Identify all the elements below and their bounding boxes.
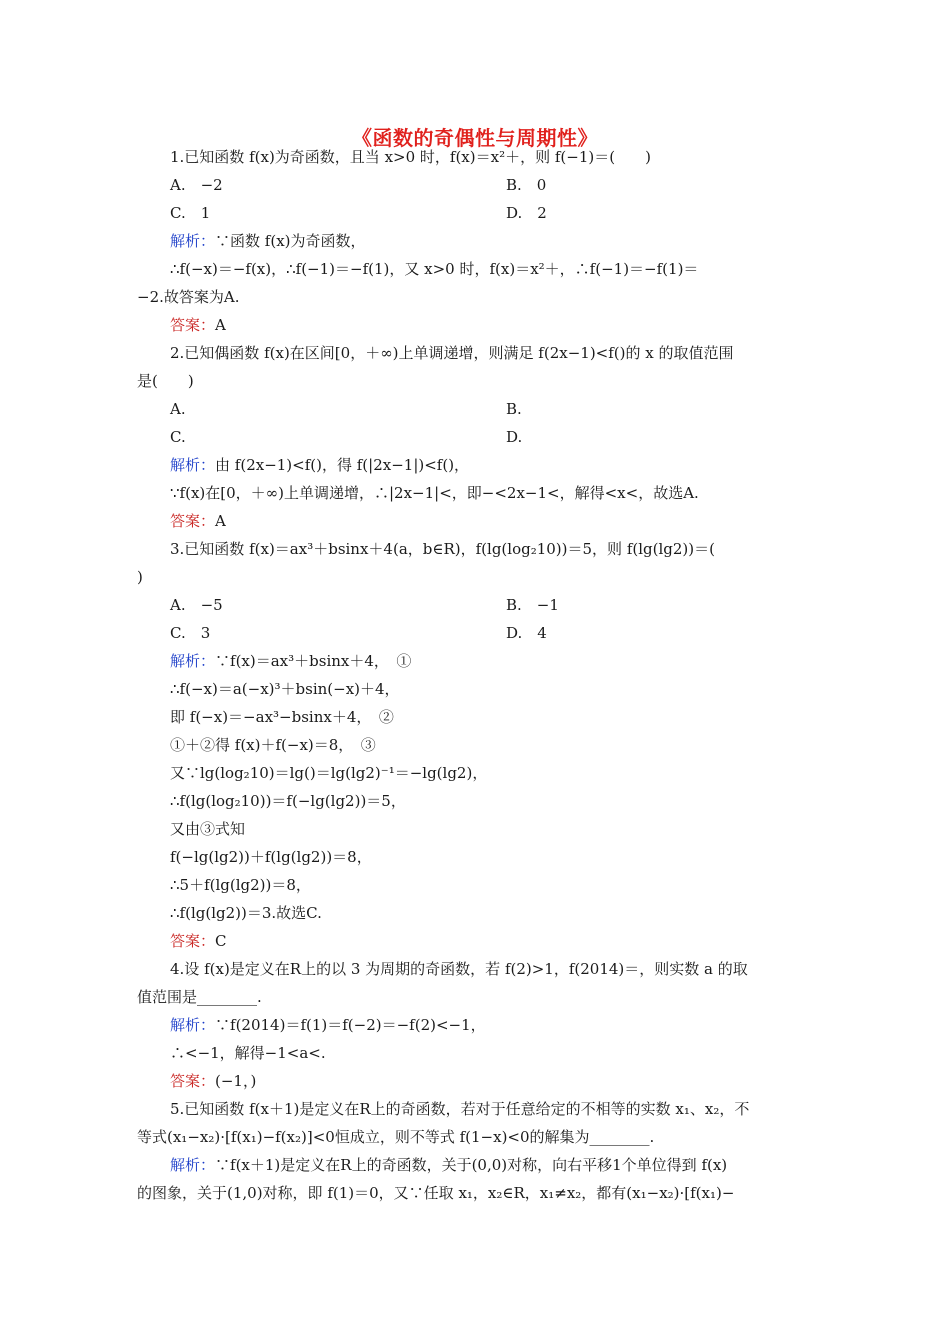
q3-option-d: D. 4 <box>506 624 547 642</box>
q1-option-c: C. 1 <box>170 204 211 222</box>
q4-analysis-line: ∴<−1，解得−1<a<. <box>170 1044 326 1062</box>
answer-text: A <box>215 316 226 334</box>
q5-analysis-line: 的图象，关于(1,0)对称，即 f(1)＝0，又∵任取 x₁，x₂∈R，x₁≠x₂，都有(x₁−x₂)·[f(x₁)− <box>137 1184 735 1202</box>
analysis-label: 解析： <box>170 232 216 250</box>
q1-analysis-line <box>170 228 366 255</box>
q3-option-a: A. −5 <box>170 596 223 614</box>
q3-analysis-line: 即 f(−x)＝−ax³−bsinx＋4， ② <box>170 708 394 726</box>
q3-analysis-line: ∴f(−x)＝a(−x)³＋bsin(−x)＋4， <box>170 680 400 698</box>
q3-stem: 3.已知函数 f(x)＝ax³＋bsinx＋4(a，b∈R)，f(lg(log₂10))＝5，则 f(lg(lg2))＝( <box>170 540 715 558</box>
q1-analysis-line: ∴f(−x)＝−f(x)，∴f(−1)＝−f(1)，又 x>0 时，f(x)＝x²＋，∴f(−1)＝−f(1)＝ <box>170 260 699 278</box>
page-title: 《函数的奇偶性与周期性》 <box>352 126 598 150</box>
analysis-label: 解析： <box>170 652 216 670</box>
q3-option-c: C. 3 <box>170 624 211 642</box>
q4-stem: 值范围是________. <box>137 988 262 1006</box>
q5-stem: 等式(x₁−x₂)·[f(x₁)−f(x₂)]<0恒成立，则不等式 f(1−x)<0的解集为________. <box>137 1128 655 1146</box>
q5-stem: 5.已知函数 f(x＋1)是定义在R上的奇函数，若对于任意给定的不相等的实数 x₁、x₂，不 <box>170 1100 750 1118</box>
q2-stem: 是( ) <box>137 372 194 390</box>
answer-text: A <box>215 512 226 530</box>
q2-analysis-line <box>170 452 469 479</box>
q4-stem: 4.设 f(x)是定义在R上的以 3 为周期的奇函数，若 f(2)>1，f(2014)＝，则实数 a 的取 <box>170 960 748 978</box>
q4-answer-line <box>170 1068 256 1095</box>
q1-option-a: A. −2 <box>170 176 223 194</box>
answer-label: 答案： <box>170 932 216 950</box>
answer-label: 答案： <box>170 1072 216 1090</box>
q3-analysis-line: ①＋②得 f(x)＋f(−x)＝8， ③ <box>170 736 376 754</box>
q3-answer-line <box>170 928 227 955</box>
q5-analysis-line <box>170 1152 727 1179</box>
analysis-text: ∵f(2014)＝f(1)＝f(−2)＝−f(2)<−1， <box>215 1016 486 1034</box>
q2-analysis-line: ∵f(x)在[0，＋∞)上单调递增，∴|2x−1|<，即−<2x−1<，解得<x<，故选A. <box>170 484 699 502</box>
q3-analysis-line <box>170 648 411 675</box>
q3-analysis-line: ∴5＋f(lg(lg2))＝8， <box>170 876 311 894</box>
q2-answer-line <box>170 508 226 535</box>
q3-analysis-line: 又∵lg(log₂10)＝lg()＝lg(lg2)⁻¹＝−lg(lg2)， <box>170 764 488 782</box>
q1-analysis-line: −2.故答案为A. <box>137 288 240 306</box>
answer-text: (−1，) <box>215 1072 257 1090</box>
q4-analysis-line <box>170 1012 486 1039</box>
analysis-text: 由 f(2x−1)<f()，得 f(|2x−1|)<f()， <box>215 456 470 474</box>
q3-option-b: B. −1 <box>506 596 559 614</box>
q3-analysis-line: 又由③式知 <box>170 820 246 838</box>
analysis-label: 解析： <box>170 456 216 474</box>
q2-option-d: D. <box>506 428 523 446</box>
q3-analysis-line: ∴f(lg(lg2))＝3.故选C. <box>170 904 322 922</box>
q3-analysis-line: f(−lg(lg2))＋f(lg(lg2))＝8， <box>170 848 372 866</box>
analysis-label: 解析： <box>170 1156 216 1174</box>
answer-label: 答案： <box>170 316 216 334</box>
analysis-text: ∵f(x)＝ax³＋bsinx＋4， ① <box>215 652 412 670</box>
q3-stem: ) <box>137 568 143 586</box>
q1-option-d: D. 2 <box>506 204 547 222</box>
answer-label: 答案： <box>170 512 216 530</box>
analysis-text: ∵函数 f(x)为奇函数， <box>215 232 366 250</box>
q1-answer-line <box>170 312 226 339</box>
q2-option-a: A. <box>170 400 186 418</box>
q2-option-b: B. <box>506 400 522 418</box>
q1-stem: 1.已知函数 f(x)为奇函数，且当 x>0 时，f(x)＝x²＋，则 f(−1)＝( ) <box>170 148 651 166</box>
q2-option-c: C. <box>170 428 186 446</box>
answer-text: C <box>215 932 227 950</box>
analysis-label: 解析： <box>170 1016 216 1034</box>
q2-stem: 2.已知偶函数 f(x)在区间[0，＋∞)上单调递增，则满足 f(2x−1)<f()的 x 的取值范围 <box>170 344 734 362</box>
q3-analysis-line: ∴f(lg(log₂10))＝f(−lg(lg2))＝5， <box>170 792 406 810</box>
analysis-text: ∵f(x＋1)是定义在R上的奇函数，关于(0,0)对称，向右平移1个单位得到 f(x) <box>215 1156 728 1174</box>
q1-option-b: B. 0 <box>506 176 547 194</box>
